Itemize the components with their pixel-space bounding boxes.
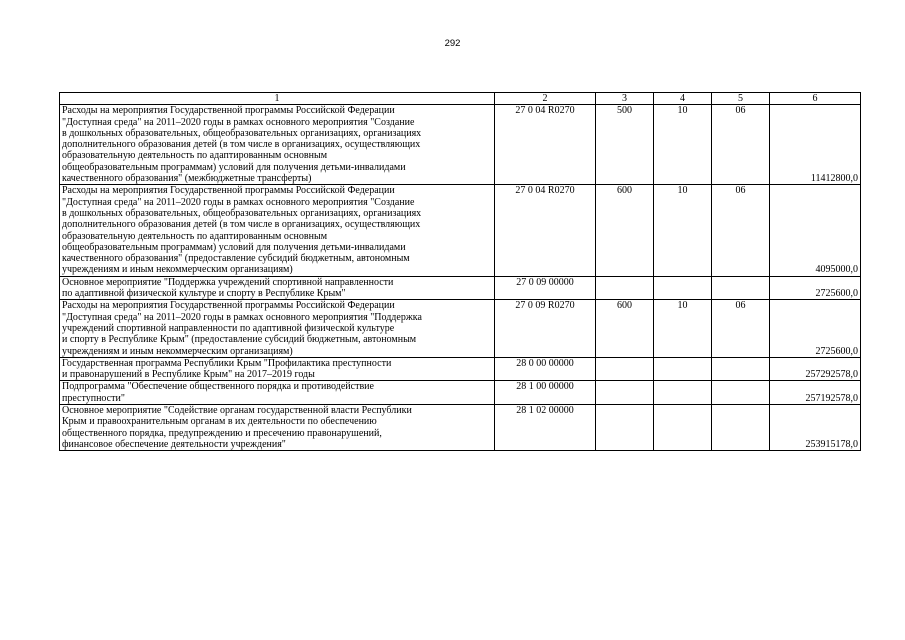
row-description [60,405,495,451]
table-row [60,357,861,381]
row-description [60,276,495,300]
description-line: "Доступная среда" на 2011–2020 годы в рамках основного мероприятия "Создание [62,116,415,128]
description-line: Подпрограмма "Обеспечение общественного порядка и противодействие [62,381,374,393]
target-article-code: 28 1 00 00000 [495,381,596,405]
target-article-code: 28 1 02 00000 [495,405,596,451]
budget-table [59,92,861,451]
expense-type-code [596,276,654,300]
subsection-code: 06 [712,185,770,276]
table-row [60,381,861,405]
description-line: дополнительного образования детей (в том числе в организациях, осуществляющих [62,139,421,151]
description-line: в дошкольных образовательных, общеобразовательных организациях, организациях [62,127,422,139]
description-line: Основное мероприятие "Поддержка учреждений спортивной направленности [62,276,394,288]
target-article-code: 27 0 09 R0270 [495,300,596,357]
column-header-1: 1 [60,93,495,105]
description-line: преступности" [62,392,125,404]
page-number: 292 [444,38,461,49]
description-line: по адаптивной физической культуре и спорту в Республике Крым" [62,288,346,300]
target-article-code: 27 0 09 00000 [495,276,596,300]
amount-value: 257292578,0 [770,357,861,381]
description-line: общеобразовательным программам) условий для получения детьми-инвалидами [62,161,406,173]
description-line: в дошкольных образовательных, общеобразовательных организациях, организациях [62,207,422,219]
subsection-code [712,276,770,300]
subsection-code [712,357,770,381]
expense-type-code: 600 [596,300,654,357]
subsection-code [712,381,770,405]
target-article-code: 27 0 04 R0270 [495,185,596,276]
column-header-4: 4 [654,93,712,105]
row-description [60,105,495,185]
table-row [60,276,861,300]
description-line: общественного порядка, предупреждению и пресечению правонарушений, [62,427,382,439]
section-code [654,276,712,300]
description-line: качественного образования" (межбюджетные трансферты) [62,173,312,185]
column-header-3: 3 [596,93,654,105]
column-header-2: 2 [495,93,596,105]
table-row [60,185,861,276]
section-code: 10 [654,105,712,185]
row-description [60,300,495,357]
table-row [60,405,861,451]
section-code: 10 [654,185,712,276]
table-row [60,105,861,185]
amount-value: 253915178,0 [770,405,861,451]
expense-type-code [596,381,654,405]
subsection-code: 06 [712,300,770,357]
description-line: Расходы на мероприятия Государственной программы Российской Федерации [62,185,395,197]
target-article-code: 28 0 00 00000 [495,357,596,381]
description-line: учреждениям и иным некоммерческим организациям) [62,264,293,276]
section-code [654,405,712,451]
section-code: 10 [654,300,712,357]
description-line: общеобразовательным программам) условий для получения детьми-инвалидами [62,241,406,253]
description-line: Расходы на мероприятия Государственной программы Российской Федерации [62,105,395,117]
table-row [60,300,861,357]
subsection-code: 06 [712,105,770,185]
description-line: учреждений спортивной направленности по адаптивной физической культуре [62,322,395,334]
description-line: качественного образования" (предоставление субсидий бюджетным, автономным [62,253,410,265]
description-line: учреждениям и иным некоммерческим организациям) [62,345,293,357]
description-line: Крым и правоохранительным органам в их деятельности по обеспечению [62,416,377,428]
description-line: образовательную деятельность по адаптированным основным [62,150,328,162]
target-article-code: 27 0 04 R0270 [495,105,596,185]
description-line: "Доступная среда" на 2011–2020 годы в рамках основного мероприятия "Создание [62,196,415,208]
description-line: образовательную деятельность по адаптированным основным [62,230,328,242]
description-line: и спорту в Республике Крым" (предоставление субсидий бюджетным, автономным [62,334,417,346]
description-line: "Доступная среда" на 2011–2020 годы в рамках основного мероприятия "Поддержка [62,311,422,323]
description-line: Государственная программа Республики Крым "Профилактика преступности [62,357,392,369]
description-line: Расходы на мероприятия Государственной программы Российской Федерации [62,300,395,312]
row-description [60,357,495,381]
description-line: финансовое обеспечение деятельности учреждения" [62,438,286,450]
expense-type-code: 600 [596,185,654,276]
amount-value: 4095000,0 [770,185,861,276]
row-description [60,381,495,405]
section-code [654,381,712,405]
subsection-code [712,405,770,451]
expense-type-code [596,357,654,381]
description-line: дополнительного образования детей (в том числе в организациях, осуществляющих [62,219,421,231]
amount-value: 2725600,0 [770,300,861,357]
amount-value: 257192578,0 [770,381,861,405]
column-number-header-row [60,93,861,105]
description-line: и правонарушений в Республике Крым" на 2017–2019 годы [62,369,315,381]
amount-value: 2725600,0 [770,276,861,300]
row-description [60,185,495,276]
section-code [654,357,712,381]
amount-value: 11412800,0 [770,105,861,185]
description-line: Основное мероприятие "Содействие органам государственной власти Республики [62,405,412,417]
column-header-5: 5 [712,93,770,105]
expense-type-code [596,405,654,451]
column-header-6: 6 [770,93,861,105]
expense-type-code: 500 [596,105,654,185]
